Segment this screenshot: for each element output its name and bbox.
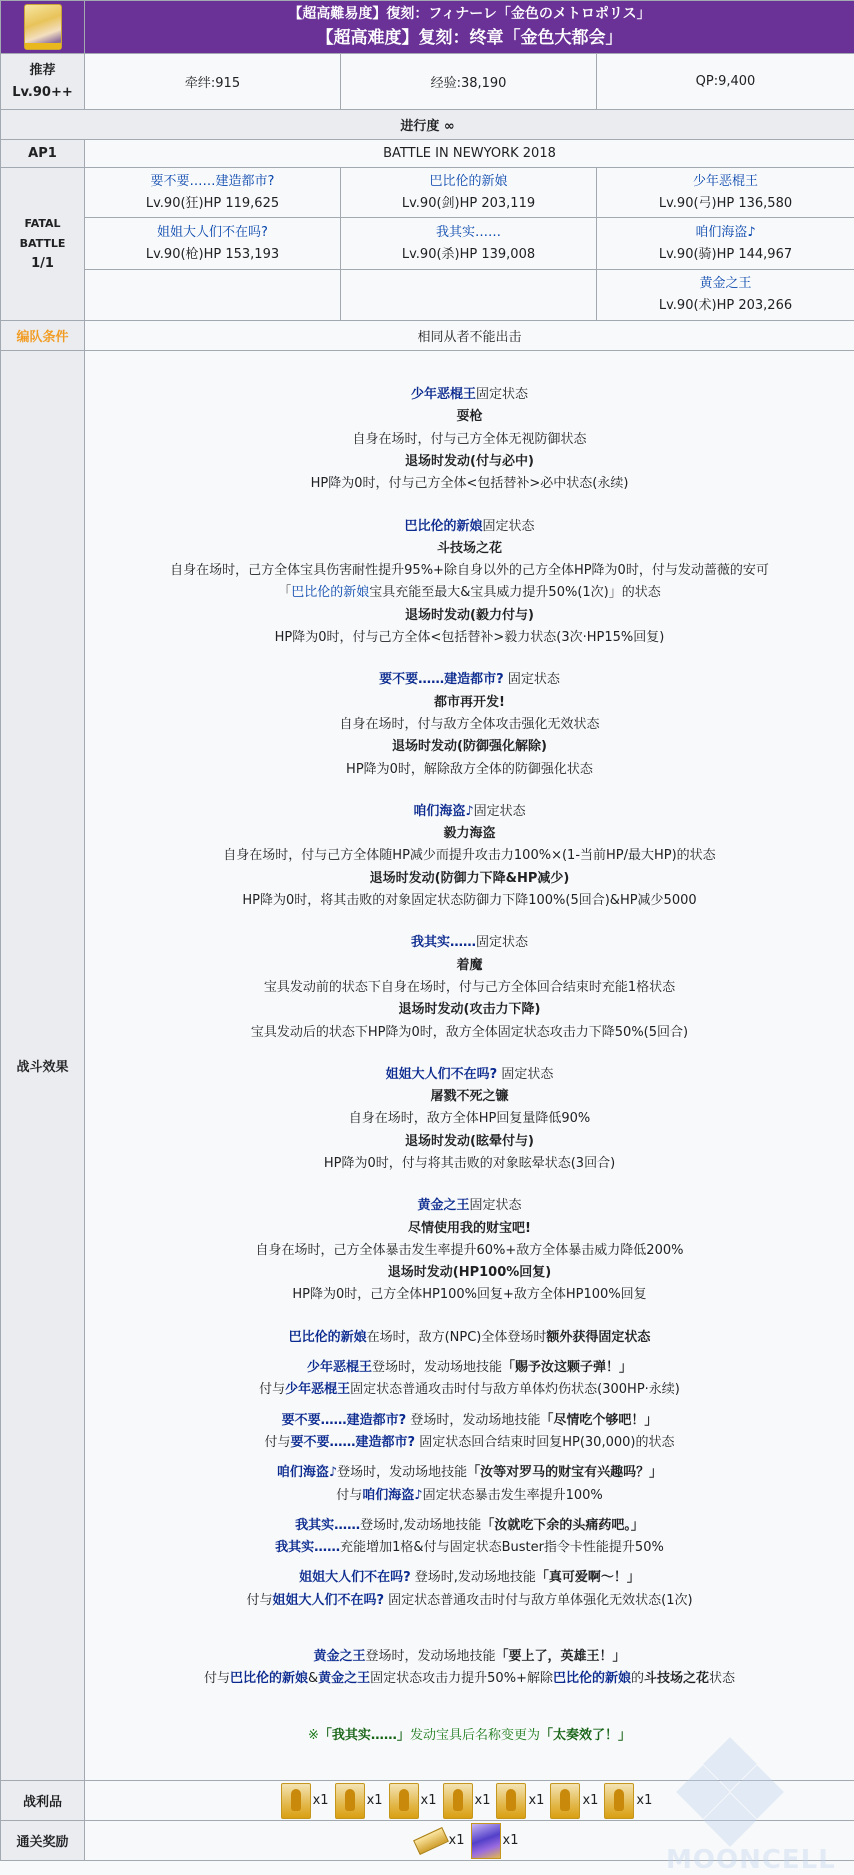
enemy-link[interactable]: 巴比伦的新娘 (553, 1671, 631, 1686)
servant-portrait-icon[interactable] (24, 4, 62, 50)
enemy-link[interactable]: 要不要……建造都市? (379, 672, 504, 687)
note-text: 发动宝具后名称变更为 (410, 1728, 540, 1743)
field-skill (85, 1515, 854, 1560)
watermark-text: MOONCELL (666, 1845, 836, 1875)
effect-block (85, 932, 854, 1043)
enemy-link[interactable]: 姐姐大人们不在吗? (272, 1593, 384, 1608)
enemy-link[interactable]: 咱们海盗♪ (362, 1488, 422, 1503)
field-text: 固定状态攻击力提升50%+解除 (370, 1671, 553, 1686)
skill-desc: 自身在场时，付与敌方全体攻击强化无效状态 (85, 714, 854, 736)
skill-desc: 自身在场时，付与己方全体随HP减少而提升攻击力100%×(1-当前HP/最大HP)的状态 (85, 845, 854, 867)
exit-trigger: 退场时发动(眩晕付与) (85, 1131, 854, 1153)
enemy-cell (597, 218, 854, 270)
item-count: x1 (636, 1793, 652, 1808)
gold-bar-icon[interactable] (413, 1826, 449, 1854)
skill-desc: 自身在场时，敌方全体HP回复量降低90% (85, 1108, 854, 1130)
exit-trigger: 退场时发动(HP100%回复) (85, 1262, 854, 1284)
skill-desc: 自身在场时，己方全体暴击发生率提升60%+敌方全体暴击威力降低200% (85, 1240, 854, 1262)
fatal-label-line2: BATTLE (1, 235, 84, 253)
golden-statue-icon[interactable] (443, 1783, 473, 1819)
exit-desc: HP降为0时，付与将其击败的对象眩晕状态(3回合) (85, 1153, 854, 1175)
qp-value: QP:9,400 (597, 54, 854, 110)
field-skill (85, 1567, 854, 1612)
appear-text: 登场时，发动场地技能 (406, 1413, 540, 1428)
enemy-link[interactable]: 巴比伦的新娘 (230, 1671, 308, 1686)
fatal-label-line3: 1/1 (1, 253, 84, 275)
desc-text: 宝具充能至最大&宝具威力提升50%(1次)」的状态 (369, 585, 660, 600)
item-count: x1 (503, 1833, 519, 1848)
field-text: 付与 (265, 1435, 291, 1450)
note-quote: 「我其实……」 (319, 1728, 410, 1743)
field-skill (85, 1357, 854, 1402)
effects-label: 战斗效果 (1, 351, 85, 1781)
appear-text: 登场时,发动场地技能 (360, 1518, 481, 1533)
skill-desc: 自身在场时，付与己方全体无视防御状态 (85, 429, 854, 451)
enemy-link[interactable]: 黄金之王 (597, 273, 854, 295)
enemy-stats: Lv.90(枪)HP 153,193 (85, 244, 340, 266)
skill-name: 屠戮不死之镰 (85, 1086, 854, 1108)
enemy-link[interactable]: 少年恶棍王 (307, 1360, 372, 1375)
exit-desc: HP降为0时，解除敌方全体的防御强化状态 (85, 759, 854, 781)
field-text: 付与 (204, 1671, 230, 1686)
enemy-link[interactable]: 黄金之王 (318, 1671, 370, 1686)
skill-name: 都市再开发! (85, 692, 854, 714)
field-text: 固定状态普通攻击时付与敌方单体强化无效状态(1次) (384, 1593, 693, 1608)
enemy-link[interactable]: 黄金之王 (417, 1198, 469, 1213)
quest-thumbnail-cell (1, 1, 85, 54)
loot-label: 战利品 (1, 1781, 85, 1821)
formation-value: 相同从者不能出击 (85, 321, 854, 351)
enemy-link[interactable]: 巴比伦的新娘 (291, 585, 369, 600)
field-skill-name: 「尽情吃个够吧！」 (540, 1413, 657, 1428)
field-text: 充能增加1格&付与固定状态Buster指令卡性能提升50% (340, 1540, 664, 1555)
enemy-link[interactable]: 姐姐大人们不在吗? (85, 222, 340, 244)
effect-block (85, 801, 854, 912)
name-change-note (85, 1725, 854, 1747)
enemy-link[interactable]: 姐姐大人们不在吗? (299, 1570, 411, 1585)
skill-name: 斗技场之花 (85, 538, 854, 560)
field-text: 付与 (246, 1593, 272, 1608)
appear-text: 登场时，发动场地技能 (372, 1360, 502, 1375)
exit-desc: HP降为0时，己方全体HP100%回复+敌方全体HP100%回复 (85, 1284, 854, 1306)
enemy-link[interactable]: 咱们海盗♪ (413, 804, 473, 819)
exit-trigger: 退场时发动(防御力下降&HP减少) (85, 868, 854, 890)
field-skill (85, 1410, 854, 1455)
battle-name: BATTLE IN NEWYORK 2018 (85, 140, 854, 168)
field-text: 付与 (336, 1488, 362, 1503)
fixed-status-label: 固定状态 (470, 1198, 522, 1213)
field-text: 付与 (259, 1382, 285, 1397)
enemy-cell (341, 218, 597, 270)
item-count: x1 (528, 1793, 544, 1808)
field-skill-name: 「要上了，英雄王！」 (496, 1649, 626, 1664)
enemy-link[interactable]: 姐姐大人们不在吗? (386, 1067, 498, 1082)
golden-statue-icon[interactable] (389, 1783, 419, 1819)
skill-name: 着魔 (85, 955, 854, 977)
enemy-link[interactable]: 要不要……建造都市? (85, 171, 340, 193)
enemy-link[interactable]: 少年恶棍王 (285, 1382, 350, 1397)
quest-title-cn: 【超高难度】复刻：终章「金色大都会」 (85, 25, 854, 51)
craft-essence-icon[interactable] (471, 1823, 501, 1859)
clear-reward-items (85, 1821, 854, 1861)
enemy-cell (85, 168, 341, 218)
fixed-status-label: 固定状态 (476, 387, 528, 402)
item-count: x1 (582, 1793, 598, 1808)
effect-block (85, 1064, 854, 1175)
enemy-link[interactable]: 少年恶棍王 (411, 387, 476, 402)
skill-name: 耍枪 (85, 406, 854, 428)
golden-statue-icon[interactable] (604, 1783, 634, 1819)
enemy-cell (85, 218, 341, 270)
skill-desc: 自身在场时，己方全体宝具伤害耐性提升95%+除自身以外的己方全体HP降为0时，付与发动蔷薇的安可 (85, 560, 854, 582)
exit-trigger: 退场时发动(付与必中) (85, 451, 854, 473)
exit-trigger: 退场时发动(攻击力下降) (85, 999, 854, 1021)
enemy-stats: Lv.90(杀)HP 139,008 (341, 244, 596, 266)
note-quote: 「太奏效了！」 (540, 1728, 631, 1743)
gold-king-field-skill (85, 1646, 854, 1691)
quote-open: 「 (278, 585, 291, 600)
skill-name: 毅力海盗 (85, 823, 854, 845)
enemy-link[interactable]: 我其实…… (341, 222, 596, 244)
enemy-stats: Lv.90(弓)HP 136,580 (597, 193, 854, 215)
enemy-link[interactable]: 咱们海盗♪ (597, 222, 854, 244)
item-count: x1 (475, 1793, 491, 1808)
progress-row: 进行度 ∞ (1, 110, 854, 140)
field-skill-name: 「汝就吃下余的头痛药吧。」 (481, 1518, 644, 1533)
quest-title-jp: 【超高難易度】復刻：フィナーレ「金色のメトロポリス」 (85, 3, 854, 25)
field-text: 状态 (709, 1671, 735, 1686)
effect-block (85, 669, 854, 780)
item-count: x1 (367, 1793, 383, 1808)
appear-text: 登场时，发动场地技能 (337, 1465, 467, 1480)
note-text: 在场时，敌方(NPC)全体登场时 (367, 1330, 547, 1345)
bond-value: 牵绊:915 (85, 54, 341, 110)
recommend-label (1, 54, 85, 110)
empty-enemy-cell (341, 270, 597, 321)
exit-trigger: 退场时发动(毅力付与) (85, 605, 854, 627)
field-text: & (308, 1671, 318, 1686)
ap-label: AP1 (1, 140, 85, 168)
effect-block (85, 384, 854, 495)
battle-effects (85, 351, 854, 1781)
fixed-status-label: 固定状态 (474, 804, 526, 819)
field-skill-name: 「赐予汝这颗子弹！」 (502, 1360, 632, 1375)
enemy-stats: Lv.90(剑)HP 203,119 (341, 193, 596, 215)
fatal-battle-label (1, 168, 85, 321)
enemy-cell (597, 270, 854, 321)
fixed-status-label: 固定状态 (483, 519, 535, 534)
enemy-link[interactable]: 黄金之王 (313, 1649, 365, 1664)
fixed-status-label: 固定状态 (497, 1067, 553, 1082)
effect-block (85, 1195, 854, 1306)
appear-text: 登场时，发动场地技能 (365, 1649, 495, 1664)
golden-statue-icon[interactable] (496, 1783, 526, 1819)
skill-desc: 宝具发动前的状态下自身在场时，付与己方全体回合结束时充能1格状态 (85, 977, 854, 999)
enemy-link[interactable]: 我其实…… (295, 1518, 360, 1533)
enemy-link[interactable]: 要不要……建造都市? (282, 1413, 407, 1428)
exit-desc: HP降为0时，将其击败的对象固定状态防御力下降100%(5回合)&HP减少5000 (85, 890, 854, 912)
enemy-link[interactable]: 咱们海盗♪ (277, 1465, 337, 1480)
skill-name: 尽情使用我的财宝吧! (85, 1218, 854, 1240)
golden-statue-icon[interactable] (335, 1783, 365, 1819)
empty-enemy-cell (85, 270, 341, 321)
note-bold: 额外获得固定状态 (546, 1330, 650, 1345)
enemy-stats: Lv.90(骑)HP 144,967 (597, 244, 854, 266)
bride-note (85, 1327, 854, 1349)
exit-desc: HP降为0时，付与己方全体<包括替补>必中状态(永续) (85, 473, 854, 495)
effect-block (85, 516, 854, 650)
enemy-link[interactable]: 巴比伦的新娘 (289, 1330, 367, 1345)
field-skill-name: 「汝等对罗马的财宝有兴趣吗？」 (467, 1465, 662, 1480)
exit-desc: 宝具发动后的状态下HP降为0时，敌方全体固定状态攻击力下降50%(5回合) (85, 1022, 854, 1044)
enemy-cell (597, 168, 854, 218)
item-count: x1 (449, 1833, 465, 1848)
note-mark: ※ (308, 1728, 319, 1743)
item-count: x1 (313, 1793, 329, 1808)
golden-statue-icon[interactable] (550, 1783, 580, 1819)
golden-statue-icon[interactable] (281, 1783, 311, 1819)
field-text: 固定状态暴击发生率提升100% (423, 1488, 603, 1503)
fatal-label-line1: FATAL (1, 213, 84, 235)
skill-desc-2 (85, 582, 854, 604)
enemy-link[interactable]: 巴比伦的新娘 (341, 171, 596, 193)
enemy-link[interactable]: 我其实…… (275, 1540, 340, 1555)
enemy-link[interactable]: 我其实…… (411, 935, 476, 950)
enemy-stats: Lv.90(术)HP 203,266 (597, 295, 854, 317)
field-text: 的 (631, 1671, 644, 1686)
appear-text: 登场时,发动场地技能 (411, 1570, 536, 1585)
loot-items (85, 1781, 854, 1821)
clear-reward-label: 通关奖励 (1, 1821, 85, 1861)
enemy-cell (341, 168, 597, 218)
fixed-status-label: 固定状态 (476, 935, 528, 950)
fixed-status-label: 固定状态 (504, 672, 560, 687)
exit-trigger: 退场时发动(防御强化解除) (85, 736, 854, 758)
enemy-link[interactable]: 要不要……建造都市? (291, 1435, 416, 1450)
field-skill (85, 1462, 854, 1507)
field-skill-name: 「真可爱啊～！」 (536, 1570, 640, 1585)
field-text: 固定状态普通攻击时付与敌方单体灼伤状态(300HP·永续) (350, 1382, 680, 1397)
enemy-stats: Lv.90(狂)HP 119,625 (85, 193, 340, 215)
recommend-label-line1: 推荐 (1, 60, 84, 82)
skill-ref: 斗技场之花 (644, 1671, 709, 1686)
exp-value: 经验:38,190 (341, 54, 597, 110)
exit-desc: HP降为0时，付与己方全体<包括替补>毅力状态(3次·HP15%回复) (85, 627, 854, 649)
item-count: x1 (421, 1793, 437, 1808)
quest-title (85, 1, 854, 54)
field-text: 固定状态回合结束时回复HP(30,000)的状态 (415, 1435, 674, 1450)
enemy-link[interactable]: 巴比伦的新娘 (404, 519, 482, 534)
enemy-link[interactable]: 少年恶棍王 (597, 171, 854, 193)
formation-label[interactable]: 编队条件 (1, 321, 85, 351)
recommend-level: Lv.90++ (1, 82, 84, 104)
